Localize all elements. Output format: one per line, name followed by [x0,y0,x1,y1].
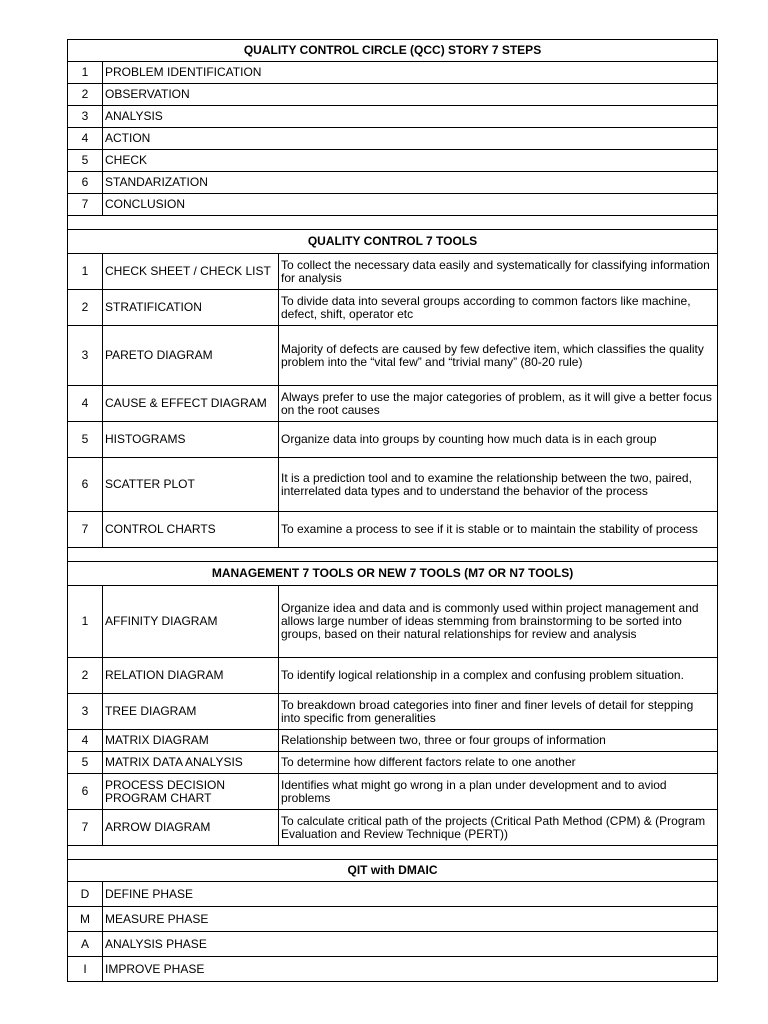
tool-description: To calculate critical path of the projects (Critical Path Method (CPM) & (Program Evaluation and Review Technique (PERT)) [279,810,718,846]
tool-number: 4 [68,730,103,752]
qc7-row [68,422,718,458]
phase-name: MEASURE PHASE [103,907,718,932]
dmaic-row [68,907,718,932]
qc7-row [68,458,718,512]
qc7-row [68,386,718,422]
m7-header-row [68,562,718,586]
m7-row [68,752,718,774]
tool-number: 5 [68,752,103,774]
tool-name: CAUSE & EFFECT DIAGRAM [103,386,279,422]
qc-tools-table [67,39,718,982]
tool-name: MATRIX DATA ANALYSIS [103,752,279,774]
tool-number: 6 [68,458,103,512]
tool-description: Majority of defects are caused by few defective item, which classifies the quality problem into the “vital few” and “trivial many” (80-20 rule) [279,326,718,386]
spacer-row [68,548,718,562]
step-number: 6 [68,172,103,194]
step-number: 2 [68,84,103,106]
tool-description: Relationship between two, three or four groups of information [279,730,718,752]
tool-number: 1 [68,254,103,290]
qcc-row [68,194,718,216]
tool-name: PARETO DIAGRAM [103,326,279,386]
tool-name: MATRIX DIAGRAM [103,730,279,752]
dmaic-row [68,932,718,957]
qcc-row [68,106,718,128]
step-name: CHECK [103,150,718,172]
qc7-row [68,290,718,326]
tool-number: 1 [68,586,103,658]
dmaic-row [68,957,718,982]
tool-number: 4 [68,386,103,422]
qcc-row [68,84,718,106]
tool-name: STRATIFICATION [103,290,279,326]
tool-name: CONTROL CHARTS [103,512,279,548]
m7-row [68,694,718,730]
m7-row [68,810,718,846]
tool-name: AFFINITY DIAGRAM [103,586,279,658]
tool-number: 3 [68,694,103,730]
qcc-row [68,150,718,172]
qc7-header-row [68,230,718,254]
qc7-row [68,326,718,386]
qc7-row [68,512,718,548]
tool-number: 7 [68,512,103,548]
step-name: PROBLEM IDENTIFICATION [103,62,718,84]
phase-letter: D [68,882,103,907]
tool-description: To divide data into several groups according to common factors like machine, defect, shift, operator etc [279,290,718,326]
spacer-row [68,846,718,860]
qcc-title: QUALITY CONTROL CIRCLE (QCC) STORY 7 STEPS [68,40,718,62]
dmaic-row [68,882,718,907]
tool-description: It is a prediction tool and to examine the relationship between the two, paired, interrelated data types and to understand the behavior of the process [279,458,718,512]
step-number: 7 [68,194,103,216]
dmaic-header-row [68,860,718,882]
phase-letter: M [68,907,103,932]
qc7-title: QUALITY CONTROL 7 TOOLS [68,230,718,254]
step-name: ANALYSIS [103,106,718,128]
step-name: ACTION [103,128,718,150]
tool-description: Always prefer to use the major categories of problem, as it will give a better focus on the root causes [279,386,718,422]
spacer-row [68,216,718,230]
tool-number: 2 [68,658,103,694]
step-name: OBSERVATION [103,84,718,106]
step-number: 4 [68,128,103,150]
tool-description: Organize data into groups by counting how much data is in each group [279,422,718,458]
tool-description: Identifies what might go wrong in a plan under development and to aviod problems [279,774,718,810]
m7-title: MANAGEMENT 7 TOOLS OR NEW 7 TOOLS (M7 OR N7 TOOLS) [68,562,718,586]
step-number: 5 [68,150,103,172]
dmaic-title: QIT with DMAIC [68,860,718,882]
tool-number: 7 [68,810,103,846]
m7-row [68,586,718,658]
tool-description: To collect the necessary data easily and systematically for classifying information for analysis [279,254,718,290]
phase-letter: I [68,957,103,982]
tool-name: HISTOGRAMS [103,422,279,458]
step-number: 3 [68,106,103,128]
step-name: STANDARIZATION [103,172,718,194]
qcc-header-row [68,40,718,62]
m7-row [68,730,718,752]
m7-row [68,774,718,810]
qc7-row [68,254,718,290]
step-number: 1 [68,62,103,84]
tool-description: To breakdown broad categories into finer and finer levels of detail for stepping into specific from generalities [279,694,718,730]
qcc-row [68,128,718,150]
tool-name: TREE DIAGRAM [103,694,279,730]
tool-name: PROCESS DECISION PROGRAM CHART [103,774,279,810]
tool-description: Organize idea and data and is commonly used within project management and allows large number of ideas stemming from brainstorming to be sorted into groups, based on their natural relationships for review and analysis [279,586,718,658]
qcc-row [68,172,718,194]
tool-description: To examine a process to see if it is stable or to maintain the stability of process [279,512,718,548]
step-name: CONCLUSION [103,194,718,216]
tool-description: To identify logical relationship in a complex and confusing problem situation. [279,658,718,694]
phase-name: ANALYSIS PHASE [103,932,718,957]
tool-number: 5 [68,422,103,458]
phase-name: IMPROVE PHASE [103,957,718,982]
tool-number: 2 [68,290,103,326]
tool-description: To determine how different factors relate to one another [279,752,718,774]
phase-letter: A [68,932,103,957]
tool-name: RELATION DIAGRAM [103,658,279,694]
tool-number: 3 [68,326,103,386]
tool-name: ARROW DIAGRAM [103,810,279,846]
tool-name: CHECK SHEET / CHECK LIST [103,254,279,290]
qcc-row [68,62,718,84]
tool-number: 6 [68,774,103,810]
tool-name: SCATTER PLOT [103,458,279,512]
m7-row [68,658,718,694]
phase-name: DEFINE PHASE [103,882,718,907]
